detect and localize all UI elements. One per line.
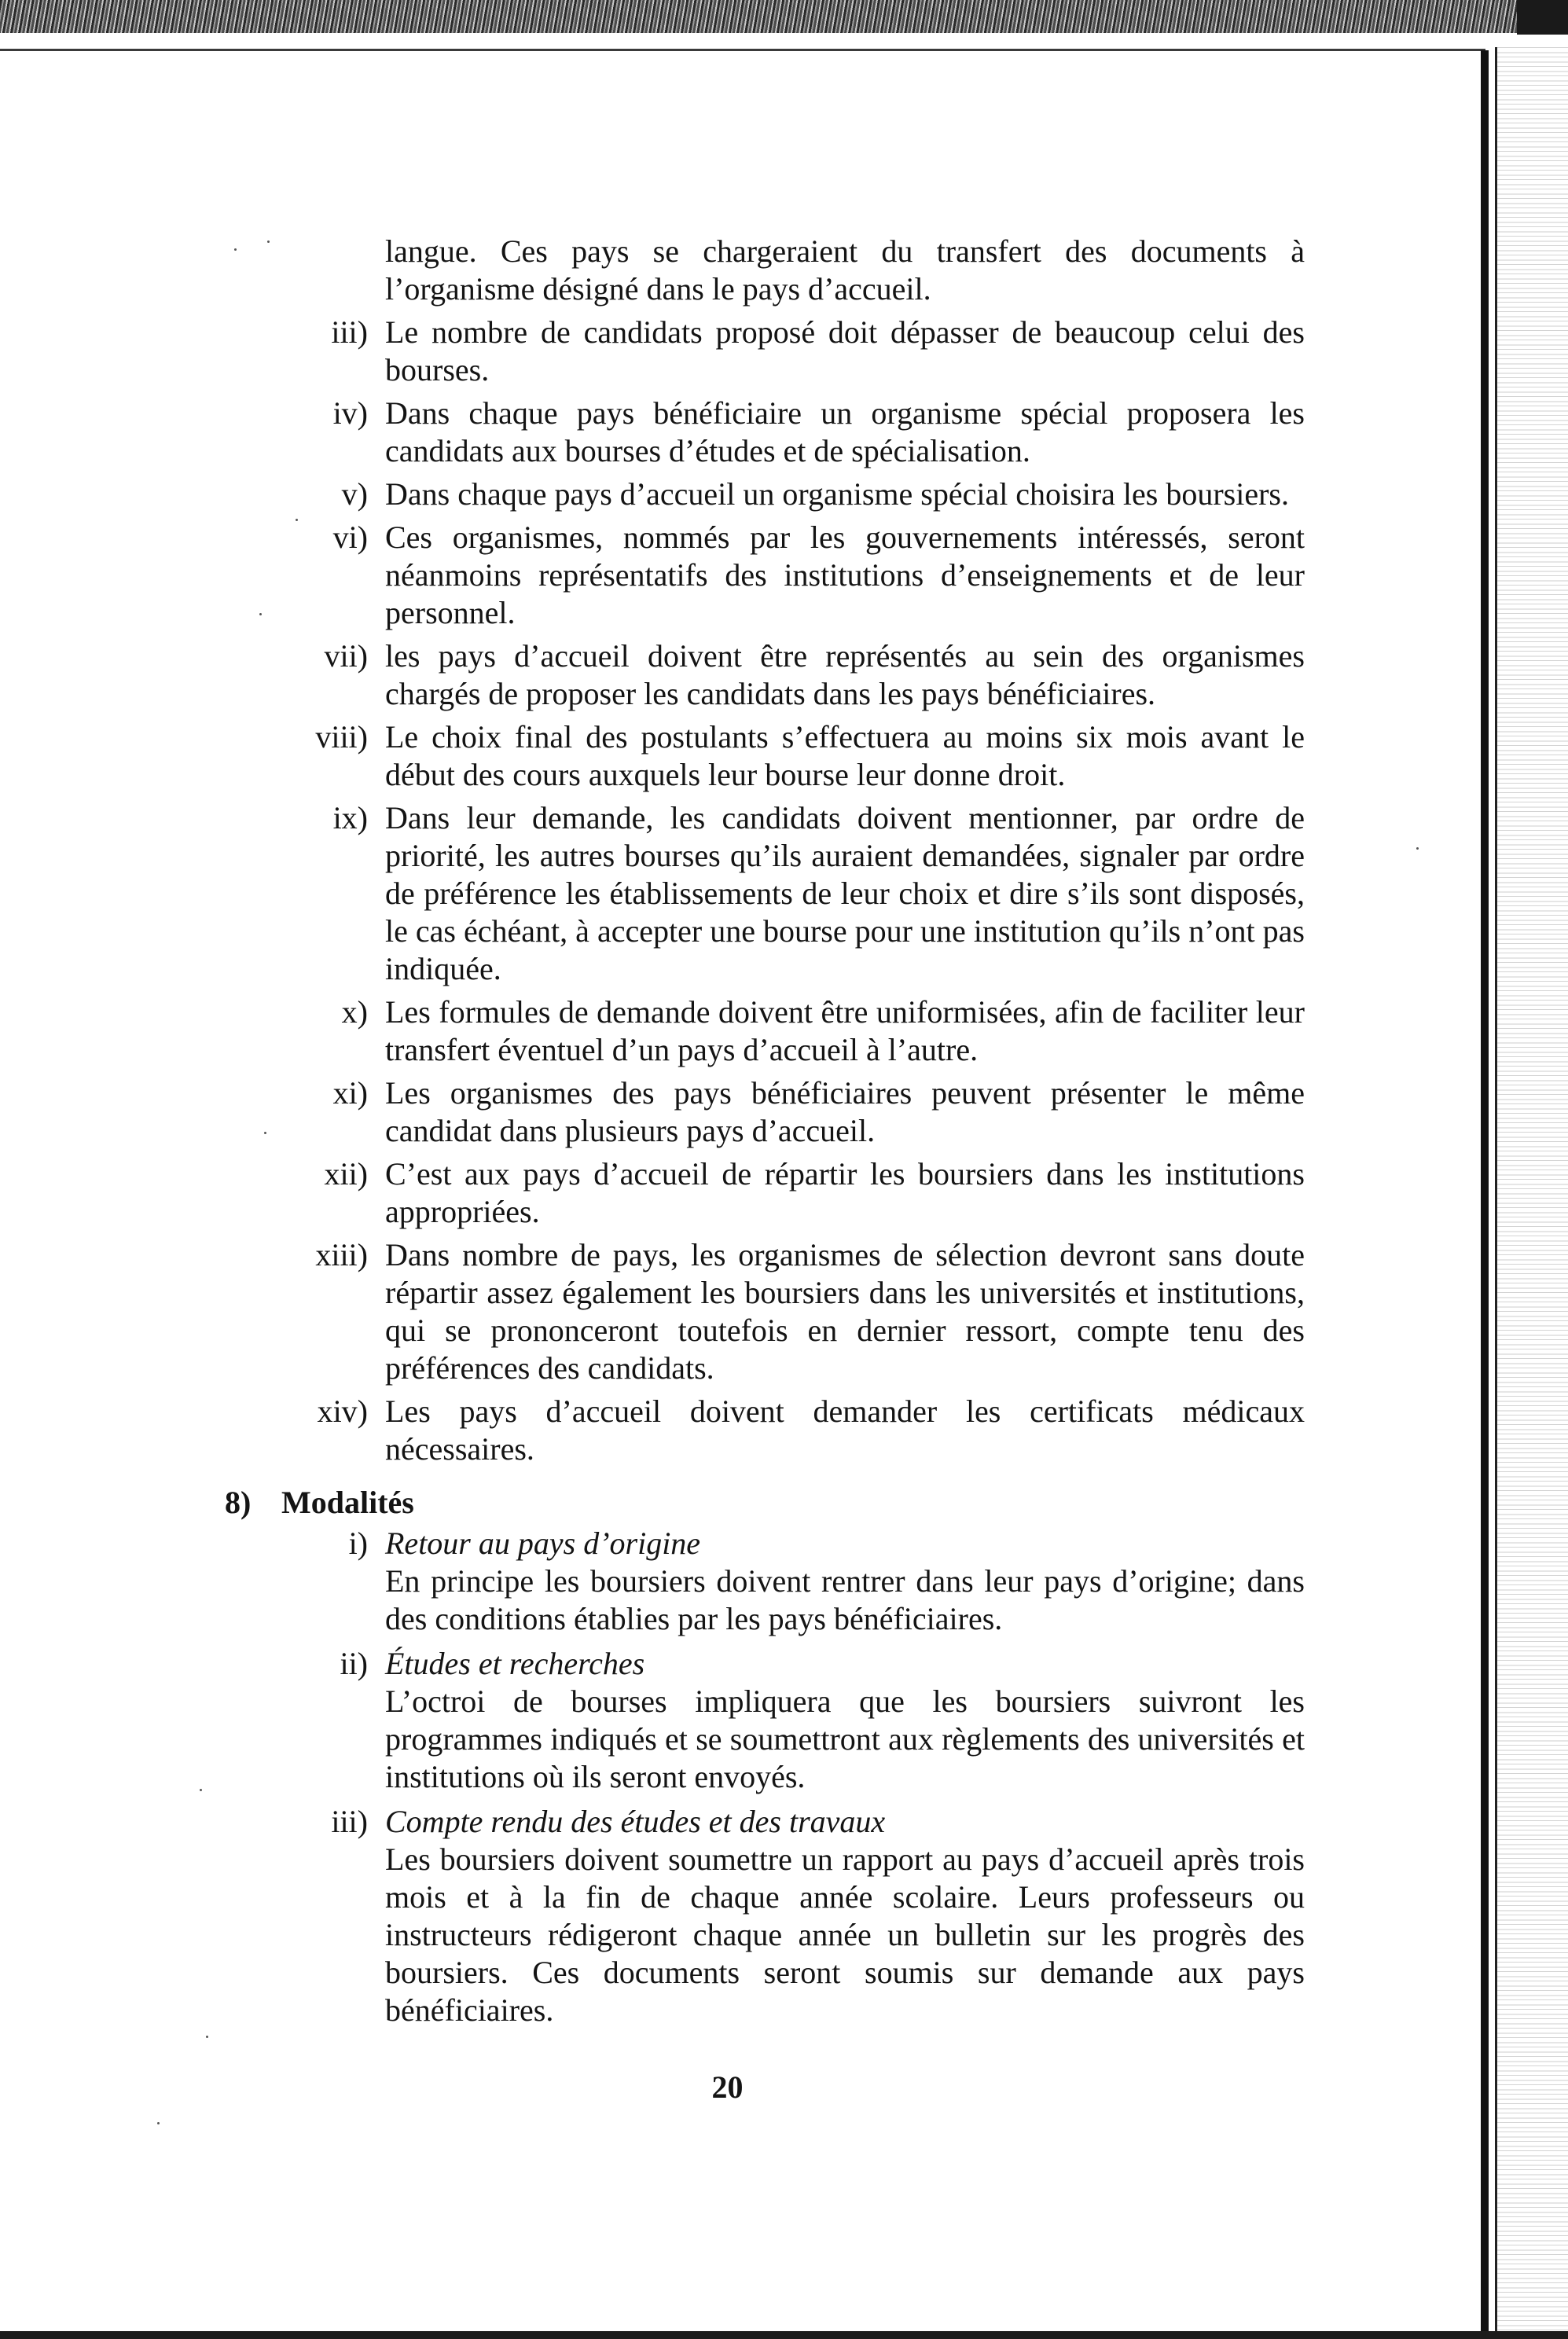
- subsection-number: i): [348, 1526, 368, 1561]
- page-binding-edge: [1481, 50, 1489, 2337]
- subsection-body: Les boursiers doivent soumettre un rapport au pays d’accueil après trois mois et à la fin de chaque année scolaire. Leurs professeurs ou instructeurs rédigeront chaque année un bulletin sur les progrès des boursiers. Ces documents seront soumis sur demande aux pays bénéficiaires.: [385, 1841, 1305, 2028]
- item-text: Dans chaque pays d’accueil un organisme spécial choisira les boursiers.: [385, 476, 1289, 512]
- item-number: v): [341, 476, 368, 512]
- item-number: xiv): [317, 1393, 368, 1429]
- item-number: xi): [332, 1075, 368, 1111]
- item-number: vii): [324, 638, 368, 674]
- scan-edge-top: [0, 0, 1568, 33]
- list-item: [252, 993, 1305, 1069]
- subsection-body: L’octroi de bourses impliquera que les boursiers suivront les programmes indiqués et se soumettront aux règlements des universités et institutions où ils seront envoyés.: [385, 1684, 1305, 1794]
- item-number: vi): [332, 520, 368, 555]
- page-stack-edge: [1495, 47, 1568, 2339]
- item-number: x): [341, 994, 368, 1030]
- scan-speck: [206, 2036, 208, 2038]
- list-item: [252, 314, 1305, 389]
- item-text: Le choix final des postulants s’effectuera au moins six mois avant le début des cours auxquels leur bourse leur donne droit.: [385, 719, 1305, 792]
- list-item: [252, 718, 1305, 794]
- section-title: Modalités: [281, 1485, 414, 1520]
- scan-speck: [157, 2122, 160, 2124]
- item-text: Ces organismes, nommés par les gouvernements intéressés, seront néanmoins représentatifs des institutions d’enseignements et de leur personnel.: [385, 520, 1305, 630]
- list-item: [252, 1236, 1305, 1387]
- item-text: Le nombre de candidats proposé doit dépasser de beaucoup celui des bourses.: [385, 314, 1305, 387]
- subsection-number: iii): [331, 1804, 368, 1839]
- subsection: [252, 1645, 1305, 1796]
- subsection-title: Compte rendu des études et des travaux: [385, 1804, 886, 1839]
- list-item: [252, 1393, 1305, 1468]
- item-text: Dans leur demande, les candidats doivent mentionner, par ordre de priorité, les autres bourses qu’ils auraient demandées, signaler par ordre de préférence les établissements de leur choix et dire s’ils sont disposés, le cas échéant, à accepter une bourse pour une institution qu’ils n’ont pas indiquée.: [385, 800, 1305, 986]
- scan-speck: [1416, 847, 1419, 850]
- item-text: Dans nombre de pays, les organismes de sélection devront sans doute répartir assez également les boursiers dans les universités et institutions, qui se prononceront toutefois en dernier ressort, compte tenu des préférences des candidats.: [385, 1237, 1305, 1386]
- scan-corner: [1517, 0, 1568, 35]
- scan-speck: [234, 248, 237, 251]
- section-heading: [225, 1484, 1305, 1522]
- subsection-title: Retour au pays d’origine: [385, 1526, 701, 1561]
- item-number: iv): [332, 395, 368, 431]
- subsection: [252, 1525, 1305, 1638]
- item-number: xii): [324, 1156, 368, 1192]
- item-text: Les pays d’accueil doivent demander les certificats médicaux nécessaires.: [385, 1393, 1305, 1467]
- item-text: Dans chaque pays bénéficiaire un organisme spécial proposera les candidats aux bourses d’études et de spécialisation.: [385, 395, 1305, 468]
- item-text: les pays d’accueil doivent être représentés au sein des organismes chargés de proposer les candidats dans les pays bénéficiaires.: [385, 638, 1305, 711]
- list-item: [252, 519, 1305, 632]
- item-number: viii): [315, 719, 368, 755]
- subsection-number: ii): [340, 1646, 368, 1681]
- page-number: 20: [711, 2069, 744, 2105]
- item-text: Les formules de demande doivent être uniformisées, afin de faciliter leur transfert éventuel d’un pays d’accueil à l’autre.: [385, 994, 1305, 1067]
- list-item: [252, 395, 1305, 470]
- list-item: [252, 476, 1305, 513]
- list-item: [252, 799, 1305, 988]
- list-item: [252, 233, 1305, 308]
- scan-speck: [200, 1789, 202, 1791]
- item-number: xiii): [315, 1237, 368, 1272]
- subsection-title: Études et recherches: [385, 1646, 645, 1681]
- subsection-body: En principe les boursiers doivent rentrer dans leur pays d’origine; dans des conditions établies par les pays bénéficiaires.: [385, 1563, 1305, 1636]
- document-body: [225, 233, 1305, 2036]
- scan-edge-bottom: [0, 2331, 1568, 2339]
- item-text: Les organismes des pays bénéficiaires peuvent présenter le même candidat dans plusieurs pays d’accueil.: [385, 1075, 1305, 1148]
- section-number: 8): [225, 1485, 252, 1520]
- list-item: [252, 637, 1305, 713]
- subsection: [252, 1803, 1305, 2029]
- list-item: [252, 1074, 1305, 1150]
- item-text: langue. Ces pays se chargeraient du transfert des documents à l’organisme désigné dans le pays d’accueil.: [385, 233, 1305, 307]
- page-top-rule: [0, 49, 1485, 51]
- item-text: C’est aux pays d’accueil de répartir les boursiers dans les institutions appropriées.: [385, 1156, 1305, 1229]
- item-number: iii): [331, 314, 368, 350]
- list-item: [252, 1155, 1305, 1231]
- item-number: ix): [332, 800, 368, 835]
